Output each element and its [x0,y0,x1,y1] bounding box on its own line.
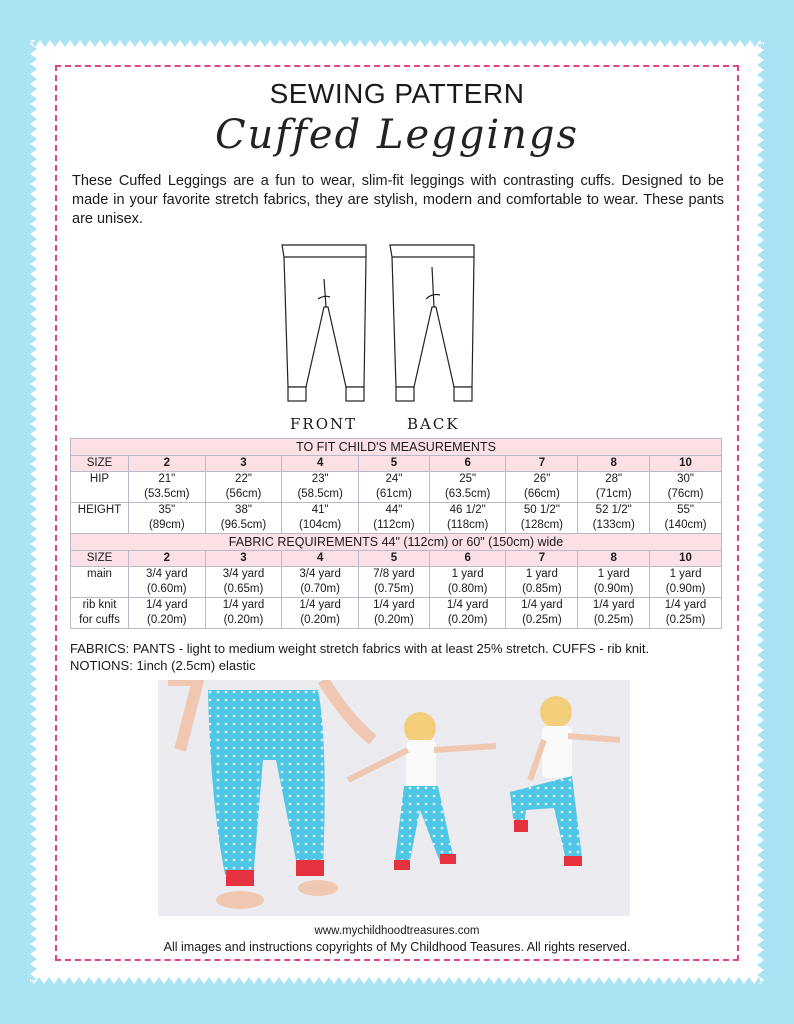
cell-line: 1/4 yard [664,599,707,611]
table-cell [650,472,722,503]
leggings-technical-drawing [268,237,488,437]
table-cell [429,503,506,534]
cell-line: 41" [311,504,329,516]
cell-line: 24" [385,473,403,485]
fabrics-note: FABRICS: PANTS - light to medium weight stretch fabrics with at least 25% stretch. CUFFS - rib knit. [70,641,650,656]
table-cell [578,472,650,503]
back-label: BACK [407,415,460,433]
cell-line: (104cm) [299,519,342,531]
table-cell [578,503,650,534]
size-header: 10 [650,456,722,472]
cell-line: (53.5cm) [144,488,190,500]
cell-line: 1 yard [669,568,702,580]
row-label: HEIGHT [71,503,129,534]
cell-line: 21" [158,473,176,485]
table-cell [205,598,282,629]
cell-line: 50 1/2" [523,504,560,516]
table-cell [282,598,359,629]
cell-line: (0.25m) [665,614,706,626]
size-header: 6 [429,551,506,567]
cell-line: (76cm) [667,488,704,500]
cell-line: (133cm) [592,519,635,531]
table-cell [282,472,359,503]
cell-line: 35" [158,504,176,516]
table-cell [506,472,578,503]
table-cell [429,598,506,629]
cell-line: (58.5cm) [297,488,343,500]
size-header: 2 [129,456,206,472]
table-cell [429,567,506,598]
cell-line: (0.20m) [300,614,340,626]
table-cell [205,567,282,598]
cell-line: 3/4 yard [146,568,188,580]
copyright-notice: All images and instructions copyrights of My Childhood Teasures. All rights reserved. [163,940,631,954]
size-header: 3 [205,551,282,567]
table-cell [650,503,722,534]
cell-line: (0.75m) [374,583,414,595]
cell-line: (0.25m) [593,614,634,626]
cell-line: 55" [677,504,694,516]
size-header: 5 [358,551,429,567]
cell-line: (61cm) [376,488,412,500]
size-header: 6 [429,456,506,472]
cell-line: (118cm) [446,519,489,531]
row-label [71,598,129,629]
cell-line: 1 yard [525,568,558,580]
size-header: 5 [358,456,429,472]
cell-line: (0.70m) [300,583,340,595]
cell-line: (128cm) [520,519,563,531]
cell-line: (0.90m) [665,583,706,595]
cell-line: rib knit [82,599,117,611]
table-cell [282,567,359,598]
table-cell [358,503,429,534]
notions-note: NOTIONS: 1inch (2.5cm) elastic [70,658,256,673]
cell-line: 46 1/2" [449,504,486,516]
table-cell [129,503,206,534]
cell-line: (71cm) [595,488,632,500]
table-cell [205,503,282,534]
table-cell [650,567,722,598]
cell-line: (0.60m) [147,583,187,595]
cell-line: (56cm) [225,488,262,500]
cell-line: 28" [605,473,623,485]
cell-line: (0.85m) [522,583,562,595]
table-cell [578,598,650,629]
cell-line: (89cm) [148,519,185,531]
table-cell [650,598,722,629]
cell-line: (0.20m) [447,614,488,626]
table-cell [205,472,282,503]
table-cell [129,598,206,629]
row-label: HIP [71,472,129,503]
size-header: 3 [205,456,282,472]
size-header: 2 [129,551,206,567]
cell-line: (0.20m) [147,614,187,626]
cell-line: 1/4 yard [299,599,341,611]
cell-line: (112cm) [373,519,415,531]
cell-line: (0.90m) [593,583,634,595]
cell-line: (0.20m) [374,614,414,626]
section-title: FABRIC REQUIREMENTS 44" (112cm) or 60" (150cm) wide [71,534,722,551]
size-label: SIZE [71,551,129,567]
cell-line: (63.5cm) [444,488,491,500]
row-label: main [71,567,129,598]
table-cell [506,503,578,534]
size-header: 7 [506,456,578,472]
cell-line: 3/4 yard [299,568,341,580]
cell-line: 23" [311,473,329,485]
cell-line: (66cm) [524,488,560,500]
cell-line: 3/4 yard [222,568,265,580]
cell-line: 1/4 yard [521,599,563,611]
size-header: 7 [506,551,578,567]
size-header: 8 [578,551,650,567]
size-header: 4 [282,456,359,472]
cell-line: 22" [235,473,252,485]
table-cell [358,567,429,598]
cell-line: 1/4 yard [373,599,415,611]
cell-line: 25" [459,473,477,485]
cell-line: (0.20m) [223,614,264,626]
children-wearing-leggings-photo [158,680,630,916]
cell-line: 38" [235,504,252,516]
cell-line: 1/4 yard [592,599,635,611]
table-cell [129,472,206,503]
page-title: SEWING PATTERN [269,78,525,109]
cell-line: 52 1/2" [595,504,632,516]
table-cell [358,598,429,629]
cell-line: 1 yard [451,568,484,580]
cell-line: 7/8 yard [373,568,415,580]
table-cell [506,598,578,629]
table-cell [129,567,206,598]
size-header: 4 [282,551,359,567]
cell-line: (0.25m) [522,614,562,626]
size-label: SIZE [71,456,129,472]
size-chart-table [70,438,722,629]
cell-line: 1/4 yard [446,599,489,611]
cell-line: (0.80m) [447,583,488,595]
size-header: 8 [578,456,650,472]
size-header: 10 [650,551,722,567]
front-label: FRONT [290,415,358,433]
table-cell [282,503,359,534]
cell-line: 1 yard [597,568,630,580]
pattern-name: Cuffed Leggings [214,112,580,158]
intro-paragraph: These Cuffed Leggings are a fun to wear, slim-fit leggings with contrasting cuffs. Designed to be made in your favorite stretch fabrics, they are stylish, modern and comfortable to wear. These pants are unisex. [72,173,724,227]
website-url: www.mychildhoodtreasures.com [314,925,480,937]
table-cell [506,567,578,598]
section-title: TO FIT CHILD'S MEASUREMENTS [71,439,722,456]
table-cell [578,567,650,598]
cell-line: (96.5cm) [220,519,267,531]
cell-line: (0.65m) [223,583,264,595]
cell-line: 26" [533,473,551,485]
cell-line: 1/4 yard [222,599,265,611]
table-cell [429,472,506,503]
table-cell [358,472,429,503]
cell-line: (140cm) [664,519,707,531]
cell-line: 44" [385,504,403,516]
cell-line: for cuffs [79,614,120,626]
cell-line: 30" [677,473,694,485]
cell-line: 1/4 yard [146,599,188,611]
fabric-notes [70,640,750,674]
